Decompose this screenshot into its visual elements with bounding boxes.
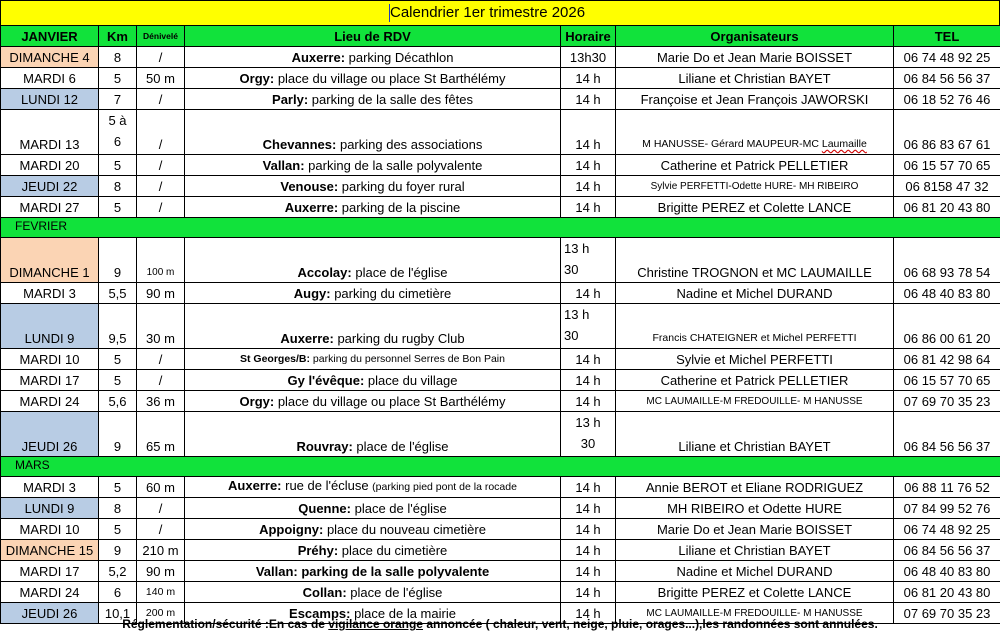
meeting-spot: parking du cimetière bbox=[330, 286, 452, 301]
table-row bbox=[1, 498, 1000, 519]
organisateurs-cell[interactable]: Sylvie PERFETTI-Odette HURE- MH RIBEIRO bbox=[616, 176, 894, 197]
lieu-cell[interactable] bbox=[185, 519, 561, 540]
table-row bbox=[1, 561, 1000, 582]
denivele-cell[interactable]: 50 m bbox=[137, 68, 185, 89]
horaire-line: 30 bbox=[564, 328, 579, 343]
calendar-table bbox=[0, 25, 1000, 624]
month-label-mars[interactable]: MARS bbox=[1, 457, 1000, 477]
km-cell[interactable]: 10,1 bbox=[99, 603, 137, 624]
table-row bbox=[1, 370, 1000, 391]
safety-notice bbox=[0, 617, 1000, 636]
header-janvier[interactable]: JANVIER bbox=[1, 26, 99, 47]
denivele-cell[interactable]: / bbox=[137, 349, 185, 370]
day-cell[interactable]: JEUDI 26 bbox=[1, 412, 99, 457]
organisateurs-cell[interactable] bbox=[616, 110, 894, 155]
lieu-cell[interactable] bbox=[185, 304, 561, 349]
day-cell[interactable]: JEUDI 22 bbox=[1, 176, 99, 197]
horaire-line: 13 h bbox=[575, 415, 601, 430]
table-row bbox=[1, 412, 1000, 457]
denivele-cell[interactable]: 200 m bbox=[137, 603, 185, 624]
km-cell[interactable]: 5,6 bbox=[99, 391, 137, 412]
horaire-cell[interactable] bbox=[561, 238, 616, 283]
table-row bbox=[1, 477, 1000, 498]
lieu-cell[interactable] bbox=[185, 47, 561, 68]
horaire-cell[interactable]: 14 h bbox=[561, 477, 616, 498]
lieu-cell[interactable] bbox=[185, 155, 561, 176]
horaire-line: 30 bbox=[580, 436, 596, 451]
table-row bbox=[1, 89, 1000, 110]
denivele-cell[interactable]: / bbox=[137, 89, 185, 110]
spellcheck-flagged-word: Laumaille bbox=[821, 138, 867, 150]
organisateurs-cell[interactable]: Liliane et Christian BAYET bbox=[616, 540, 894, 561]
lieu-cell[interactable] bbox=[185, 561, 561, 582]
tel-cell[interactable]: 06 84 56 56 37 bbox=[894, 412, 1000, 457]
organisateurs-cell[interactable]: MH RIBEIRO et Odette HURE bbox=[616, 498, 894, 519]
lieu-cell[interactable] bbox=[185, 197, 561, 218]
km-cell[interactable]: 5 bbox=[99, 370, 137, 391]
meeting-spot: place du village ou place St Barthélémy bbox=[274, 71, 506, 86]
organisateurs-cell[interactable]: Sylvie et Michel PERFETTI bbox=[616, 349, 894, 370]
town-name: Appoigny: bbox=[259, 522, 324, 537]
organisateurs-cell[interactable]: Nadine et Michel DURAND bbox=[616, 283, 894, 304]
town-name: Auxerre: bbox=[280, 331, 334, 346]
header-denivele[interactable]: Dénivelé bbox=[137, 26, 185, 47]
town-name: Orgy: bbox=[239, 71, 275, 86]
town-name: Parly: bbox=[272, 92, 309, 107]
horaire-cell[interactable]: 14 h bbox=[561, 370, 616, 391]
day-cell[interactable]: MARDI 17 bbox=[1, 370, 99, 391]
town-name: Gy l'évêque: bbox=[287, 373, 365, 388]
km-cell[interactable]: 8 bbox=[99, 47, 137, 68]
horaire-cell[interactable]: 14 h bbox=[561, 582, 616, 603]
lieu-cell[interactable] bbox=[185, 68, 561, 89]
meeting-spot: place de la mairie bbox=[350, 606, 456, 621]
km-cell[interactable]: 7 bbox=[99, 89, 137, 110]
title-bar[interactable] bbox=[0, 0, 1000, 25]
tel-cell[interactable]: 06 8158 47 32 bbox=[894, 176, 1000, 197]
denivele-cell[interactable]: / bbox=[137, 519, 185, 540]
horaire-cell[interactable]: 14 h bbox=[561, 155, 616, 176]
town-name: Auxerre: bbox=[284, 200, 339, 215]
denivele-cell[interactable]: 36 m bbox=[137, 391, 185, 412]
km-cell[interactable]: 5,5 bbox=[99, 283, 137, 304]
tel-cell[interactable]: 06 84 56 56 37 bbox=[894, 540, 1000, 561]
km-cell[interactable]: 5 bbox=[99, 349, 137, 370]
horaire-cell[interactable]: 14 h bbox=[561, 349, 616, 370]
meeting-spot-note: (parking pied pont de la rocade bbox=[372, 481, 517, 493]
lieu-cell[interactable] bbox=[185, 89, 561, 110]
day-cell[interactable]: MARDI 17 bbox=[1, 561, 99, 582]
tel-cell[interactable]: 06 15 57 70 65 bbox=[894, 155, 1000, 176]
tel-cell[interactable]: 06 81 20 43 80 bbox=[894, 582, 1000, 603]
denivele-cell[interactable]: 210 m bbox=[137, 540, 185, 561]
tel-cell[interactable]: 06 81 42 98 64 bbox=[894, 349, 1000, 370]
meeting-spot: place du nouveau cimetière bbox=[323, 522, 486, 537]
month-header-row bbox=[1, 218, 1000, 238]
horaire-line: 30 bbox=[564, 262, 579, 277]
town-name: Chevannes: bbox=[262, 137, 337, 152]
town-name: Quenne: bbox=[298, 501, 351, 516]
organisateurs-cell[interactable]: Francis CHATEIGNER et Michel PERFETTI bbox=[616, 304, 894, 349]
day-cell[interactable]: LUNDI 9 bbox=[1, 304, 99, 349]
km-cell[interactable]: 5 bbox=[99, 519, 137, 540]
table-row bbox=[1, 540, 1000, 561]
day-cell[interactable]: DIMANCHE 4 bbox=[1, 47, 99, 68]
horaire-line: 13 h bbox=[564, 241, 590, 256]
organisateurs-cell[interactable]: Marie Do et Jean Marie BOISSET bbox=[616, 47, 894, 68]
tel-cell[interactable]: 06 18 52 76 46 bbox=[894, 89, 1000, 110]
page-title: Calendrier 1er trimestre 2026 bbox=[390, 4, 586, 21]
town-name: Vallan: parking de la salle polyvalente bbox=[255, 564, 490, 579]
table-row bbox=[1, 176, 1000, 197]
km-cell[interactable] bbox=[99, 110, 137, 155]
horaire-cell[interactable] bbox=[561, 304, 616, 349]
day-cell[interactable]: DIMANCHE 1 bbox=[1, 238, 99, 283]
header-km[interactable]: Km bbox=[99, 26, 137, 47]
meeting-spot: place du village ou place St Barthélémy bbox=[274, 394, 506, 409]
tel-cell[interactable]: 06 86 00 61 20 bbox=[894, 304, 1000, 349]
town-name: Escamps: bbox=[289, 606, 351, 621]
town-name: Vallan: bbox=[262, 158, 305, 173]
horaire-cell[interactable]: 14 h bbox=[561, 540, 616, 561]
day-cell[interactable]: LUNDI 9 bbox=[1, 498, 99, 519]
day-cell[interactable]: MARDI 13 bbox=[1, 110, 99, 155]
town-name: Auxerre: bbox=[228, 478, 282, 493]
organisateurs-cell[interactable]: MC LAUMAILLE-M FREDOUILLE- M HANUSSE bbox=[616, 603, 894, 624]
km-cell[interactable]: 9 bbox=[99, 238, 137, 283]
tel-cell[interactable]: 06 81 20 43 80 bbox=[894, 197, 1000, 218]
town-name: Auxerre: bbox=[291, 50, 346, 65]
organisateurs-cell[interactable]: MC LAUMAILLE-M FREDOUILLE- M HANUSSE bbox=[616, 391, 894, 412]
horaire-cell[interactable]: 14 h bbox=[561, 197, 616, 218]
organisateurs-cell[interactable]: Brigitte PEREZ et Colette LANCE bbox=[616, 582, 894, 603]
meeting-spot: place de l'église bbox=[352, 439, 449, 454]
meeting-spot: place du cimetière bbox=[338, 543, 448, 558]
organisateurs-cell[interactable]: Catherine et Patrick PELLETIER bbox=[616, 370, 894, 391]
organizer-names: M HANUSSE- Gérard MAUPEUR-MC bbox=[642, 138, 822, 150]
lieu-cell[interactable] bbox=[185, 391, 561, 412]
month-label-fevrier[interactable]: FEVRIER bbox=[1, 218, 1000, 238]
lieu-cell[interactable] bbox=[185, 370, 561, 391]
day-cell[interactable]: MARDI 3 bbox=[1, 283, 99, 304]
denivele-cell[interactable]: 30 m bbox=[137, 304, 185, 349]
meeting-spot: parking du rugby Club bbox=[333, 331, 465, 346]
day-cell[interactable]: MARDI 3 bbox=[1, 477, 99, 498]
km-cell[interactable]: 5,2 bbox=[99, 561, 137, 582]
km-cell[interactable]: 5 bbox=[99, 68, 137, 89]
safety-notice-text: Réglementation/sécurité :En cas de bbox=[122, 617, 329, 631]
horaire-cell[interactable]: 13h30 bbox=[561, 47, 616, 68]
table-row bbox=[1, 349, 1000, 370]
day-cell[interactable]: MARDI 24 bbox=[1, 391, 99, 412]
km-line: 5 à bbox=[108, 113, 127, 128]
horaire-cell[interactable] bbox=[561, 412, 616, 457]
lieu-cell[interactable] bbox=[185, 176, 561, 197]
denivele-cell[interactable]: 90 m bbox=[137, 283, 185, 304]
header-row bbox=[1, 26, 1000, 47]
tel-cell[interactable]: 06 48 40 83 80 bbox=[894, 561, 1000, 582]
table-row bbox=[1, 519, 1000, 540]
safety-notice-text: annoncée ( chaleur, vent, neige, pluie, orages...),les randonnées sont annulées. bbox=[422, 617, 878, 631]
organisateurs-cell[interactable]: Annie BEROT et Eliane RODRIGUEZ bbox=[616, 477, 894, 498]
table-row bbox=[1, 283, 1000, 304]
town-name: St Georges/B: bbox=[240, 353, 311, 365]
denivele-cell[interactable]: 65 m bbox=[137, 412, 185, 457]
month-header-row bbox=[1, 457, 1000, 477]
meeting-spot: parking du personnel Serres de Bon Pain bbox=[310, 353, 505, 365]
organisateurs-cell[interactable]: Christine TROGNON et MC LAUMAILLE bbox=[616, 238, 894, 283]
table-row bbox=[1, 155, 1000, 176]
meeting-spot: place de l'église bbox=[351, 265, 448, 280]
meeting-spot: place du village bbox=[364, 373, 458, 388]
denivele-cell[interactable]: / bbox=[137, 110, 185, 155]
town-name: Orgy: bbox=[239, 394, 275, 409]
organisateurs-cell[interactable]: Marie Do et Jean Marie BOISSET bbox=[616, 519, 894, 540]
organisateurs-cell[interactable]: Nadine et Michel DURAND bbox=[616, 561, 894, 582]
day-cell[interactable]: MARDI 24 bbox=[1, 582, 99, 603]
table-row bbox=[1, 391, 1000, 412]
horaire-cell[interactable]: 14 h bbox=[561, 603, 616, 624]
lieu-cell[interactable] bbox=[185, 477, 561, 498]
km-cell[interactable]: 8 bbox=[99, 498, 137, 519]
horaire-line: 13 h bbox=[564, 307, 590, 322]
meeting-spot: place de l'église bbox=[351, 501, 447, 516]
horaire-cell[interactable]: 14 h bbox=[561, 391, 616, 412]
tel-cell[interactable]: 06 74 48 92 25 bbox=[894, 519, 1000, 540]
organisateurs-cell[interactable]: Liliane et Christian BAYET bbox=[616, 68, 894, 89]
lieu-cell[interactable] bbox=[185, 110, 561, 155]
header-horaire[interactable]: Horaire bbox=[561, 26, 616, 47]
meeting-spot: parking de la salle polyvalente bbox=[304, 158, 483, 173]
header-tel[interactable]: TEL bbox=[894, 26, 1000, 47]
km-cell[interactable]: 9 bbox=[99, 412, 137, 457]
town-name: Collan: bbox=[302, 585, 347, 600]
meeting-spot: place de l'église bbox=[346, 585, 443, 600]
day-cell[interactable]: MARDI 20 bbox=[1, 155, 99, 176]
table-row bbox=[1, 47, 1000, 68]
km-cell[interactable]: 6 bbox=[99, 582, 137, 603]
header-organisateurs[interactable]: Organisateurs bbox=[616, 26, 894, 47]
town-name: Préhy: bbox=[297, 543, 339, 558]
town-name: Accolay: bbox=[297, 265, 352, 280]
lieu-cell[interactable] bbox=[185, 349, 561, 370]
horaire-cell[interactable]: 14 h bbox=[561, 68, 616, 89]
meeting-spot: parking Décathlon bbox=[345, 50, 454, 65]
table-row bbox=[1, 304, 1000, 349]
organisateurs-cell[interactable]: Liliane et Christian BAYET bbox=[616, 412, 894, 457]
day-cell[interactable]: MARDI 6 bbox=[1, 68, 99, 89]
tel-cell[interactable]: 06 15 57 70 65 bbox=[894, 370, 1000, 391]
organisateurs-cell[interactable]: Brigitte PEREZ et Colette LANCE bbox=[616, 197, 894, 218]
safety-notice-emphasis: vigilance orange bbox=[328, 617, 423, 631]
denivele-cell[interactable]: 90 m bbox=[137, 561, 185, 582]
denivele-cell[interactable]: / bbox=[137, 498, 185, 519]
day-cell[interactable]: MARDI 10 bbox=[1, 519, 99, 540]
tel-cell[interactable]: 07 69 70 35 23 bbox=[894, 603, 1000, 624]
denivele-cell[interactable]: 100 m bbox=[137, 238, 185, 283]
horaire-cell[interactable]: 14 h bbox=[561, 519, 616, 540]
km-cell[interactable]: 5 bbox=[99, 477, 137, 498]
meeting-spot: parking des associations bbox=[336, 137, 483, 152]
day-cell[interactable]: JEUDI 26 bbox=[1, 603, 99, 624]
km-cell[interactable]: 8 bbox=[99, 176, 137, 197]
meeting-spot: rue de l'écluse bbox=[281, 478, 373, 493]
tel-cell[interactable]: 07 69 70 35 23 bbox=[894, 391, 1000, 412]
town-name: Augy: bbox=[293, 286, 331, 301]
tel-cell[interactable]: 06 74 48 92 25 bbox=[894, 47, 1000, 68]
tel-cell[interactable]: 06 48 40 83 80 bbox=[894, 283, 1000, 304]
lieu-cell[interactable] bbox=[185, 498, 561, 519]
denivele-cell[interactable]: 60 m bbox=[137, 477, 185, 498]
denivele-cell[interactable]: / bbox=[137, 370, 185, 391]
horaire-cell[interactable]: 14 h bbox=[561, 498, 616, 519]
horaire-cell[interactable]: 14 h bbox=[561, 110, 616, 155]
km-cell[interactable]: 5 bbox=[99, 197, 137, 218]
table-row bbox=[1, 68, 1000, 89]
lieu-cell[interactable] bbox=[185, 412, 561, 457]
km-cell[interactable]: 9,5 bbox=[99, 304, 137, 349]
town-name: Venouse: bbox=[280, 179, 339, 194]
town-name: Rouvray: bbox=[296, 439, 353, 454]
denivele-cell[interactable]: / bbox=[137, 155, 185, 176]
day-cell[interactable]: LUNDI 12 bbox=[1, 89, 99, 110]
tel-cell[interactable]: 06 84 56 56 37 bbox=[894, 68, 1000, 89]
km-cell[interactable]: 9 bbox=[99, 540, 137, 561]
horaire-cell[interactable]: 14 h bbox=[561, 561, 616, 582]
denivele-cell[interactable]: / bbox=[137, 176, 185, 197]
tel-cell[interactable]: 07 84 99 52 76 bbox=[894, 498, 1000, 519]
lieu-cell[interactable] bbox=[185, 238, 561, 283]
organisateurs-cell[interactable]: Françoise et Jean François JAWORSKI bbox=[616, 89, 894, 110]
horaire-cell[interactable]: 14 h bbox=[561, 89, 616, 110]
tel-cell[interactable]: 06 68 93 78 54 bbox=[894, 238, 1000, 283]
horaire-cell[interactable]: 14 h bbox=[561, 283, 616, 304]
lieu-cell[interactable] bbox=[185, 582, 561, 603]
table-row bbox=[1, 197, 1000, 218]
meeting-spot: parking de la piscine bbox=[338, 200, 461, 215]
day-cell[interactable]: MARDI 10 bbox=[1, 349, 99, 370]
km-line: 6 bbox=[113, 134, 122, 149]
lieu-cell[interactable] bbox=[185, 283, 561, 304]
denivele-cell[interactable]: / bbox=[137, 197, 185, 218]
day-cell[interactable]: DIMANCHE 15 bbox=[1, 540, 99, 561]
denivele-cell[interactable]: / bbox=[137, 47, 185, 68]
lieu-cell[interactable] bbox=[185, 540, 561, 561]
day-cell[interactable]: MARDI 27 bbox=[1, 197, 99, 218]
tel-cell[interactable]: 06 86 83 67 61 bbox=[894, 110, 1000, 155]
organisateurs-cell[interactable]: Catherine et Patrick PELLETIER bbox=[616, 155, 894, 176]
tel-cell[interactable]: 06 88 11 76 52 bbox=[894, 477, 1000, 498]
meeting-spot: parking de la salle des fêtes bbox=[308, 92, 473, 107]
horaire-cell[interactable]: 14 h bbox=[561, 176, 616, 197]
table-row bbox=[1, 582, 1000, 603]
table-row bbox=[1, 110, 1000, 155]
header-lieu[interactable]: Lieu de RDV bbox=[185, 26, 561, 47]
table-row bbox=[1, 238, 1000, 283]
km-cell[interactable]: 5 bbox=[99, 155, 137, 176]
denivele-cell[interactable]: 140 m bbox=[137, 582, 185, 603]
meeting-spot: parking du foyer rural bbox=[338, 179, 465, 194]
